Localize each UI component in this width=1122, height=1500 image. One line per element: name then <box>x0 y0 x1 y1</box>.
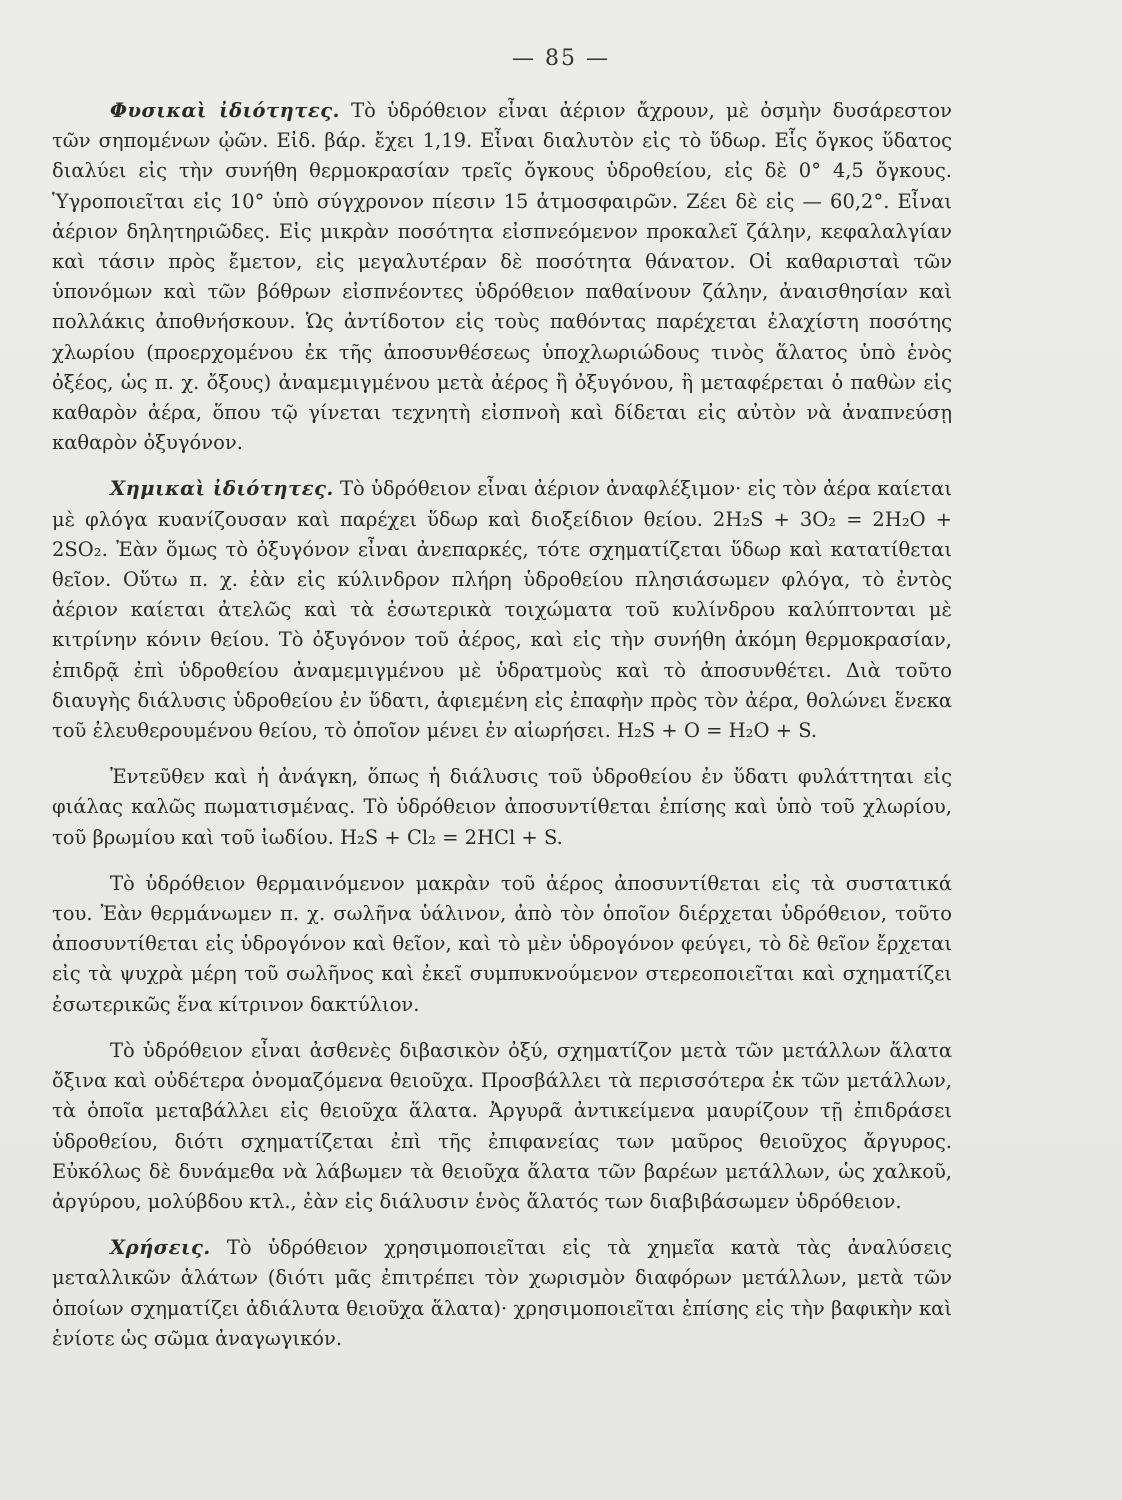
text-uses: Τὸ ὑδρόθειον χρησιμοποιεῖται εἰς τὰ χημεῖα κατὰ τὰς ἀναλύσεις μεταλλικῶν ἁλάτων (διότι μᾶς ἐπιτρέπει τὸν χωρισμὸν διαφόρων μετάλλων, μετὰ τῶν ὁποίων σχηματίζει ἀδιάλυτα θειοῦχα ἅλατα)· χρησιμοποιεῖται ἐπίσης εἰς τὴν βαφικὴν καὶ ἐνίοτε ὡς σῶμα ἀναγωγικόν. <box>52 1236 953 1350</box>
text-chemical-properties: Τὸ ὑδρόθειον εἶναι ἀέριον ἀναφλέξιμον· εἰς τὸν ἀέρα καίεται μὲ φλόγα κυανίζουσαν καὶ παρέχει ὕδωρ καὶ διοξείδιον θείου. 2H₂S + 3O₂ = 2H₂O + 2SO₂. Ἐὰν ὅμως τὸ ὀξυγόνον εἶναι ἀνεπαρκές, τότε σχηματίζεται ὕδωρ καὶ κατατίθεται θεῖον. Οὕτω π. χ. ἐὰν εἰς κύλινδρον πλήρη ὑδροθείου πλησιάσωμεν φλόγα, τὸ ἐντὸς ἀέριον καίεται ἀτελῶς καὶ τὰ ἐσωτερικὰ τοιχώματα τοῦ κυλίνδρου καλύπτονται μὲ κιτρίνην κόνιν θείου. Τὸ ὀξυγόνον τοῦ ἀέρος, καὶ εἰς τὴν συνήθη ἀκόμη θερμοκρασίαν, ἐπιδρᾷ ἐπὶ ὑδροθείου ἀναμεμιγμένου μὲ ὑδρατμοὺς καὶ τὸ ἀποσυνθέτει. Διὰ τοῦτο διαυγὴς διάλυσις ὑδροθείου ἐν ὕδατι, ἀφιεμένη εἰς ἐπαφὴν πρὸς τὸν ἀέρα, θολώνει ἕνεκα τοῦ ἐλευθερουμένου θείου, τὸ ὁποῖον μένει ἐν αἰωρήσει. H₂S + O = H₂O + S. <box>52 477 952 743</box>
text-decomposition: Τὸ ὑδρόθειον θερμαινόμενον μακρὰν τοῦ ἀέρος ἀποσυντίθεται εἰς τὰ συστατικά του. Ἐὰν θερμάνωμεν π. χ. σωλῆνα ὑάλινον, ἀπὸ τὸν ὁποῖον διέρχεται ὑδρόθειον, τοῦτο ἀποσυντίθεται εἰς ὑδρογόνον καὶ θεῖον, καὶ τὸ μὲν ὑδρογόνον φεύγει, τὸ δὲ θεῖον ἔρχεται εἰς τὰ ψυχρὰ μέρη τοῦ σωλῆνος καὶ ἐκεῖ συμπυκνούμενον στερεοποιεῖται καὶ σχηματίζει ἐσωτερικῶς ἕνα κίτρινον δακτύλιον. <box>52 871 952 1016</box>
text-acid: Τὸ ὑδρόθειον εἶναι ἀσθενὲς διβασικὸν ὀξύ, σχηματίζον μετὰ τῶν μετάλλων ἅλατα ὄξινα καὶ οὐδέτερα ὀνομαζόμενα θειοῦχα. Προσβάλλει τὰ περισσότερα ἐκ τῶν μετάλλων, τὰ ὁποῖα μεταβάλλει εἰς θειοῦχα ἅλατα. Ἀργυρᾶ ἀντικείμενα μαυρίζουν τῇ ἐπιδράσει ὑδροθείου, διότι σχηματίζεται ἐπὶ τῆς ἐπιφανείας των μαῦρος θειοῦχος ἄργυρος. Εὐκόλως δὲ δυνάμεθα νὰ λάβωμεν τὰ θειοῦχα ἅλατα τῶν βαρέων μετάλλων, ὡς χαλκοῦ, ἀργύρου, μολύβδου κτλ., ἐὰν εἰς διάλυσιν ἑνὸς ἅλατός των διαβιβάσωμεν ὑδρόθειον. <box>52 1038 952 1213</box>
text-physical-properties: Τὸ ὑδρόθειον εἶναι ἀέριον ἄχρουν, μὲ ὀσμὴν δυσάρεστον τῶν σηπομένων ᾠῶν. Εἰδ. βάρ. ἔχει 1,19. Εἶναι διαλυτὸν εἰς τὸ ὕδωρ. Εἷς ὄγκος ὕδατος διαλύει εἰς τὴν συνήθη θερμοκρασίαν τρεῖς ὄγκους ὑδροθείου, εἰς δὲ 0° 4,5 ὄγκους. Ὑγροποιεῖται εἰς 10° ὑπὸ σύγχρονον πίεσιν 15 ἀτμοσφαιρῶν. Ζέει δὲ εἰς — 60,2°. Εἶναι ἀέριον δηλητηριῶδες. Εἰς μικρὰν ποσότητα εἰσπνεόμενον προκαλεῖ ζάλην, κεφαλαλγίαν καὶ τάσιν πρὸς ἔμετον, εἰς μεγαλυτέραν δὲ ποσότητα θάνατον. Οἱ καθαρισταὶ τῶν ὑπονόμων καὶ τῶν βόθρων εἰσπνέοντες ὑδρόθειον παθαίνουν ζάλην, ἀναισθησίαν καὶ πολλάκις ἀποθνήσκουν. Ὡς ἀντίδοτον εἰς τοὺς παθόντας παρέχεται ἐλαχίστη ποσότης χλωρίου (προερχομένου ἐκ τῆς ἀποσυνθέσεως ὑποχλωριώδους τινὸς ἅλατος ὑπὸ ἑνὸς ὀξέος, ὡς π. χ. ὄξους) ἀναμεμιγμένου μετὰ ἀέρος ἢ ὀξυγόνου, ἢ μεταφέρεται ὁ παθὼν εἰς καθαρὸν ἀέρα, ὅπου τῷ γίνεται τεχνητὴ εἰσπνοὴ καὶ δίδεται εἰς αὐτὸν νὰ ἀναπνεύσῃ καθαρὸν ὀξυγόνον. <box>52 99 953 455</box>
heading-uses: Χρήσεις. <box>110 1236 211 1260</box>
page-number: — 85 — <box>512 46 610 71</box>
paragraph-acid <box>52 1036 952 1217</box>
paragraph-uses <box>52 1233 952 1354</box>
heading-physical-properties: Φυσικαὶ ἰδιότητες. <box>110 99 340 122</box>
text-storage: Ἐντεῦθεν καὶ ἡ ἀνάγκη, ὅπως ἡ διάλυσις τοῦ ὑδροθείου ἐν ὕδατι φυλάττηται εἰς φιάλας καλῶς πωματισμένας. Τὸ ὑδρόθειον ἀποσυντίθεται ἐπίσης καὶ ὑπὸ τοῦ χλωρίου, τοῦ βρωμίου καὶ τοῦ ἰωδίου. H₂S + Cl₂ = 2HCl + S. <box>52 765 952 849</box>
heading-chemical-properties: Χημικαὶ ἰδιότητες. <box>110 477 334 501</box>
paragraph-storage <box>52 762 952 853</box>
page-body <box>52 96 952 1354</box>
paragraph-decomposition <box>52 869 952 1020</box>
paragraph-chemical-properties <box>52 474 952 746</box>
paragraph-physical-properties <box>52 96 952 458</box>
